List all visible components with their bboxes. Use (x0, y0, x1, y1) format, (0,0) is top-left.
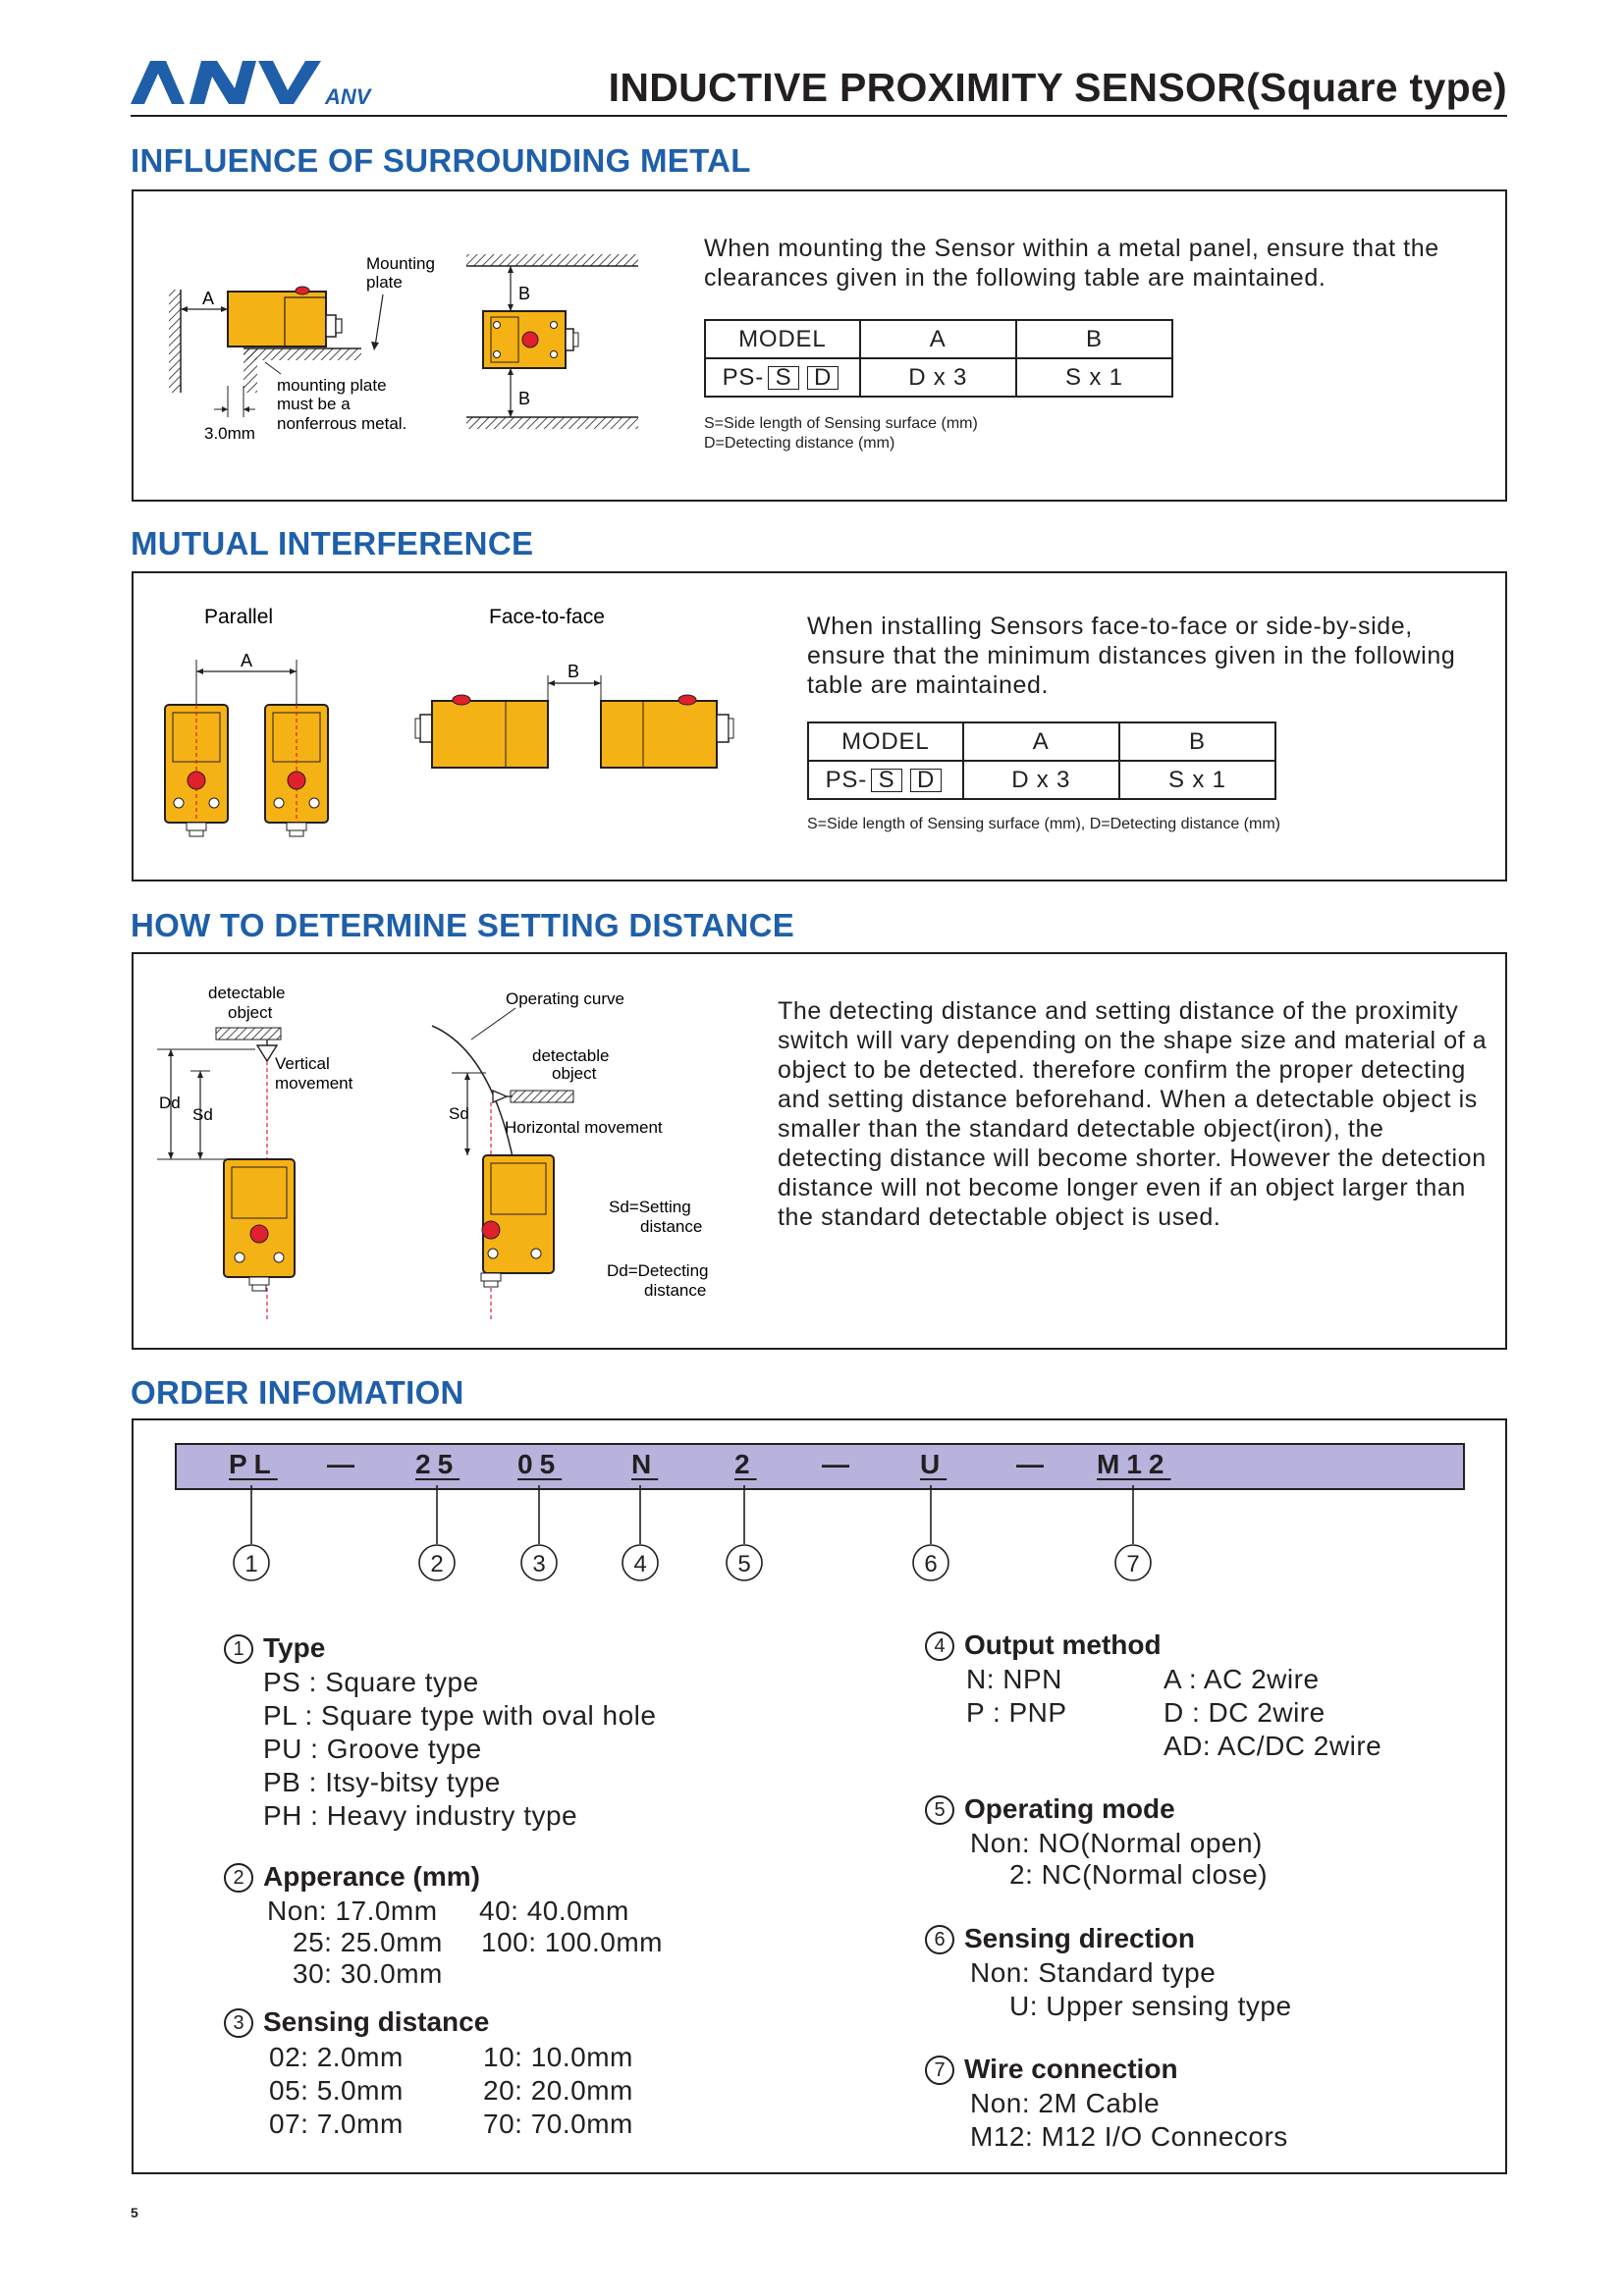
callout-5: 5 (737, 1551, 751, 1577)
svg-text:Sd=Setting: Sd=Setting (609, 1198, 691, 1216)
surrounding-metal-diagram (157, 240, 668, 456)
section-title-mutual-interference: MUTUAL INTERFERENCE (131, 525, 534, 561)
setting-distance-diagram (147, 977, 756, 1340)
svg-text:plate: plate (366, 273, 403, 292)
svg-text:Face-to-face: Face-to-face (489, 606, 605, 628)
code-dash: — (822, 1449, 856, 1479)
svg-text:distance: distance (644, 1281, 707, 1300)
code-type: PL (229, 1449, 278, 1479)
appearance-heading: 2 Apperance (mm) (224, 1861, 480, 1893)
table-cell: S x 1 (1016, 358, 1172, 397)
appearance-line: 30: 30.0mm (293, 1958, 443, 1989)
mutual-interference-table (807, 721, 1276, 800)
code-operating-mode: 2 (734, 1449, 757, 1479)
appearance-line: 100: 100.0mm (481, 1927, 663, 1957)
section-title-order-information: ORDER INFOMATION (131, 1374, 464, 1411)
callout-3: 3 (532, 1551, 546, 1577)
table-cell-model: PS- S D (705, 358, 860, 397)
table-header: A (860, 320, 1016, 358)
sensing-distance-line: 70: 70.0mm (483, 2109, 633, 2139)
type-line: PB : Itsy-bitsy type (263, 1767, 501, 1797)
table-header: MODEL (705, 320, 860, 358)
appearance-line: 40: 40.0mm (479, 1896, 629, 1926)
code-dash: — (1016, 1449, 1051, 1479)
table-cell: D x 3 (860, 358, 1016, 397)
svg-text:detectable: detectable (208, 984, 286, 1002)
code-sensing-distance: 05 (517, 1449, 563, 1479)
callout-4: 4 (633, 1551, 647, 1577)
sensing-distance-line: 02: 2.0mm (269, 2042, 404, 2072)
operating-mode-heading: 5 Operating mode (925, 1793, 1175, 1825)
anv-logo (131, 61, 386, 112)
appearance-line: Non: 17.0mm (267, 1896, 438, 1926)
page-number: 5 (131, 2205, 138, 2220)
section-title-surrounding-metal: INFLUENCE OF SURROUNDING METAL (131, 142, 751, 179)
svg-text:Parallel: Parallel (204, 606, 274, 628)
wire-connection-line: M12: M12 I/O Connecors (970, 2121, 1288, 2152)
table-header: B (1119, 722, 1275, 761)
svg-text:mounting plate: mounting plate (277, 376, 387, 395)
wire-connection-heading: 7 Wire connection (925, 2054, 1178, 2085)
svg-text:object: object (552, 1064, 597, 1083)
output-method-heading: 4 Output method (925, 1629, 1162, 1661)
svg-text:A: A (202, 289, 215, 308)
svg-text:distance: distance (640, 1217, 703, 1236)
svg-text:Dd=Detecting: Dd=Detecting (607, 1261, 709, 1280)
svg-text:3.0mm: 3.0mm (204, 424, 255, 443)
type-line: PH : Heavy industry type (263, 1800, 578, 1831)
svg-text:movement: movement (275, 1074, 353, 1093)
svg-text:Sd: Sd (192, 1105, 213, 1124)
section-title-setting-distance: HOW TO DETERMINE SETTING DISTANCE (131, 907, 795, 943)
output-method-line: P : PNP (966, 1697, 1067, 1728)
svg-text:B: B (518, 389, 531, 408)
type-line: PL : Square type with oval hole (263, 1700, 657, 1731)
svg-text:Dd: Dd (159, 1094, 181, 1112)
callout-7: 7 (1126, 1551, 1140, 1577)
note-side-length: S=Side length of Sensing surface (mm) (704, 415, 978, 432)
callout-2: 2 (430, 1551, 444, 1577)
svg-text:B: B (568, 662, 580, 681)
note-detecting-distance: D=Detecting distance (mm) (704, 435, 895, 452)
setting-distance-text: The detecting distance and setting distance of the proximity switch will vary depending on the shape size and material of a object to be detected. therefore confirm the proper detecting and setting distance beforehand. When a detectable object is smaller than the standard detectable object(iron), the detecting distance will become shorter. However the detection distance will not become longer even if an object larger than the standard detectable object is used. (778, 997, 1488, 1231)
svg-text:must be a: must be a (277, 395, 351, 413)
svg-text:detectable: detectable (532, 1046, 610, 1065)
output-method-line: D : DC 2wire (1164, 1697, 1326, 1728)
output-method-line: AD: AC/DC 2wire (1164, 1731, 1382, 1761)
svg-text:ANV: ANV (325, 84, 371, 109)
callout-6: 6 (924, 1551, 938, 1577)
svg-text:Operating curve: Operating curve (506, 989, 624, 1008)
table-cell: S x 1 (1119, 761, 1275, 799)
sensing-direction-heading: 6 Sensing direction (925, 1923, 1195, 1954)
table-header: A (963, 722, 1119, 761)
output-method-line: A : AC 2wire (1164, 1664, 1320, 1694)
sensing-direction-line: U: Upper sensing type (1009, 1991, 1292, 2021)
svg-text:nonferrous metal.: nonferrous metal. (277, 414, 407, 433)
operating-mode-line: Non: NO(Normal open) (970, 1828, 1263, 1858)
header-rule (131, 115, 1507, 117)
code-callouts (175, 1477, 1471, 1585)
type-line: PS : Square type (263, 1667, 479, 1697)
sensing-distance-line: 20: 20.0mm (483, 2075, 633, 2106)
code-dash: — (327, 1449, 361, 1479)
svg-text:Sd: Sd (449, 1104, 469, 1123)
surrounding-metal-table (704, 319, 1173, 398)
note-side-length-detecting: S=Side length of Sensing surface (mm), D=Detecting distance (mm) (807, 816, 1280, 832)
surrounding-metal-text: When mounting the Sensor within a metal panel, ensure that the clearances given in the following table are maintained. (704, 235, 1439, 292)
svg-text:Mounting: Mounting (366, 254, 435, 273)
mutual-interference-text: When installing Sensors face-to-face or side-by-side, ensure that the minimum distances given in the following table are maintained. (807, 613, 1456, 699)
operating-mode-line: 2: NC(Normal close) (1009, 1859, 1269, 1890)
type-line: PU : Groove type (263, 1734, 482, 1764)
page-title: INDUCTIVE PROXIMITY SENSOR(Square type) (608, 65, 1507, 110)
type-heading: 1 Type (224, 1632, 325, 1664)
appearance-line: 25: 25.0mm (293, 1927, 443, 1957)
code-wire: M12 (1097, 1449, 1171, 1479)
wire-connection-line: Non: 2M Cable (970, 2088, 1161, 2118)
code-output: N (631, 1449, 659, 1479)
table-cell: D x 3 (963, 761, 1119, 799)
code-sensing-direction: U (920, 1449, 947, 1479)
sensing-direction-line: Non: Standard type (970, 1957, 1217, 1988)
svg-text:Horizontal movement: Horizontal movement (505, 1118, 663, 1137)
svg-text:object: object (228, 1003, 273, 1022)
callout-1: 1 (244, 1551, 258, 1577)
table-header: B (1016, 320, 1172, 358)
output-method-line: N: NPN (966, 1664, 1062, 1694)
sensing-distance-line: 07: 7.0mm (269, 2109, 404, 2139)
svg-text:A: A (241, 651, 253, 670)
table-header: MODEL (808, 722, 963, 761)
svg-text:Vertical: Vertical (275, 1054, 330, 1073)
svg-text:B: B (518, 284, 531, 303)
mutual-interference-diagram (147, 599, 756, 854)
code-appearance: 25 (415, 1449, 460, 1479)
table-cell-model: PS- S D (808, 761, 963, 799)
sensing-distance-line: 05: 5.0mm (269, 2075, 404, 2106)
sensing-distance-heading: 3 Sensing distance (224, 2006, 489, 2038)
sensing-distance-line: 10: 10.0mm (483, 2042, 633, 2072)
